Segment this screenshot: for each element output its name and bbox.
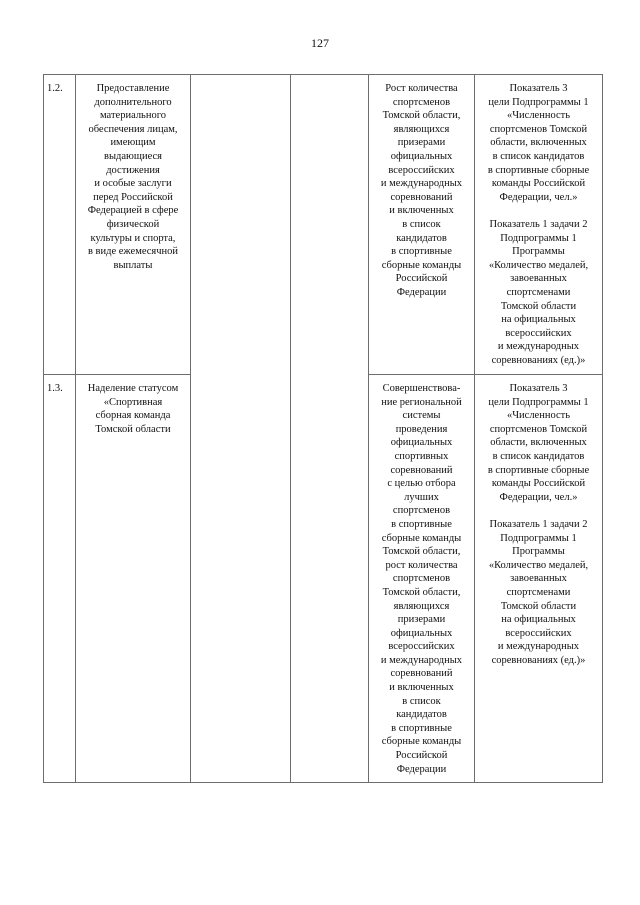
event-name: Наделение статусом «Спортивная сборная команда Томской области: [76, 375, 191, 783]
page-number: 127: [311, 36, 329, 50]
row-number: 1.2.: [44, 75, 76, 375]
expected-result: Рост количества спортсменов Томской области, являющихся призерами официальных всероссийских и международных соревнований и включенных в список кандидатов в спортивные сборные команды Российской Федерации: [369, 75, 475, 375]
indicator-text: Показатель 1 задачи 2 Подпрограммы 1 Программы «Количество медалей, завоеванных спортсменами Томской области на официальных всероссийских и международных соревнованиях (ед.)»: [488, 518, 589, 666]
row-number: 1.3.: [44, 375, 76, 783]
empty-cell: [291, 75, 369, 783]
event-name: Предоставление дополнительного материального обеспечения лицам, имеющим выдающиеся достижения и особые заслуги перед Российской Федерацией в сфере физической культуры и спорта, в виде ежемесячной выплаты: [76, 75, 191, 375]
empty-cell: [191, 75, 291, 783]
indicator-text: Показатель 3 цели Подпрограммы 1 «Численность спортсменов Томской области, включенных в список кандидатов в спортивные сборные команды Российской Федерации, чел.»: [487, 83, 590, 203]
expected-result: Совершенствова- ние региональной системы проведения официальных спортивных соревнований с целью отбора лучших спортсменов в спортивные сборные команды Томской области, рост количества спортсменов Томской области, являющихся призерами официальных всероссийских и международных соревнований и включенных в список кандидатов в спортивные сборные команды Российской Федерации: [369, 375, 475, 783]
indicator-text: Показатель 3 цели Подпрограммы 1 «Численность спортсменов Томской области, включенных в список кандидатов в спортивные сборные команды Российской Федерации, чел.»: [487, 383, 590, 503]
indicator-text: Показатель 1 задачи 2 Подпрограммы 1 Программы «Количество медалей, завоеванных спортсменами Томской области на официальных всероссийских и международных соревнованиях (ед.)»: [488, 218, 589, 366]
indicators-cell: [475, 375, 603, 783]
indicators-cell: [475, 75, 603, 375]
measures-table: [43, 74, 603, 783]
table-row: [44, 75, 603, 375]
